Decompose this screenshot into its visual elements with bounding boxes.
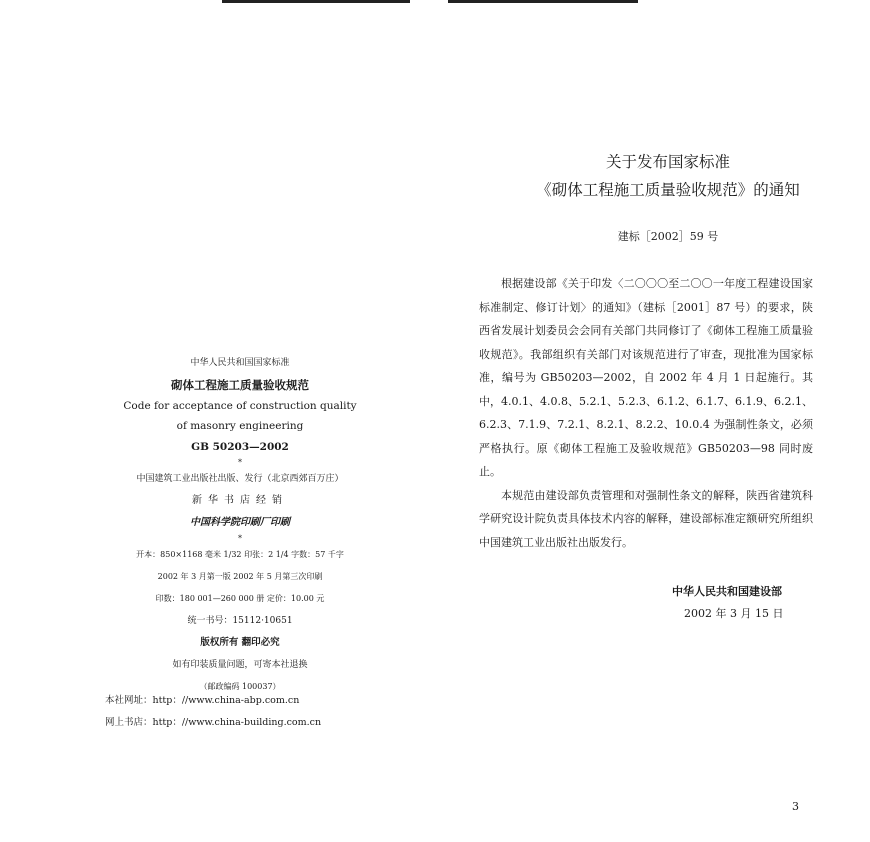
- colophon-title-cn: 砌体工程施工质量验收规范: [171, 378, 309, 392]
- notice-paragraph-1: 根据建设部《关于印发〈二〇〇〇至二〇〇一年度工程建设国家标准制定、修订计划〉的通知》（建标［2001］87 号）的要求，陕西省发展计划委员会会同有关部门共同修订了《砌体工程施工质量验收规范》。我部组织有关部门对该规范进行了审查，现批准为国家标准，编号为 GB50203—2002，自 2002 年 4 月 1 日起施行。其中，4.0.1、4.0.8、5.2.1、5.2.3、6.1.2、6.1.7、6.1.9、6.2.1、6.2.3、7.1.9、7.2.1、8.2.1、8.2.2、10.0.4 为强制性条文，必须严格执行。原《砌体工程施工及验收规范》GB50203—98 同时废止。: [479, 277, 813, 478]
- colophon-bookstore: 网上书店：http：//www.china-building.com.cn: [105, 717, 322, 728]
- colophon-print-run: 印数：180 001—260 000 册 定价：10.00 元: [155, 594, 325, 603]
- colophon-book-number: 统一书号：15112·10651: [187, 616, 293, 626]
- colophon-standard-number: GB 50203—2002: [191, 441, 289, 453]
- colophon-distributor: 新华书店经销: [192, 495, 288, 506]
- colophon-urls: [105, 690, 321, 734]
- notice-signature: 中华人民共和国建设部: [672, 585, 782, 598]
- colophon-title-en-1: Code for acceptance of construction quality: [123, 400, 357, 412]
- colophon-edition: 2002 年 3 月第一版 2002 年 5 月第三次印刷: [157, 572, 323, 581]
- colophon-title-en-2: of masonry engineering: [176, 420, 304, 432]
- colophon-returns: 如有印装质量问题，可寄本社退换: [172, 660, 308, 670]
- colophon-press: 中国建筑工业出版社出版、发行（北京西郊百万庄）: [136, 474, 344, 484]
- notice-body: [479, 272, 813, 554]
- colophon-rights: 版权所有 翻印必究: [200, 637, 280, 648]
- notice-paragraph-2: 本规范由建设部负责管理和对强制性条文的解释，陕西省建筑科学研究设计院负责具体技术内容的解释，建设部标准定额研究所组织中国建筑工业出版社出版发行。: [479, 488, 813, 549]
- notice-title-line-1: 关于发布国家标准: [605, 153, 730, 171]
- page-number: 3: [792, 800, 799, 813]
- colophon-website: 本社网址：http：//www.china-abp.com.cn: [105, 695, 300, 706]
- colophon-postcode: （邮政编码 100037）: [199, 682, 281, 691]
- colophon-separator-star: *: [238, 458, 242, 467]
- notice-title-line-2: 《砌体工程施工质量验收规范》的通知: [536, 181, 800, 199]
- colophon-specs: 开本：850×1168 毫米 1/32 印张：2 1/4 字数：57 千字: [136, 550, 344, 559]
- colophon: [90, 352, 390, 698]
- colophon-publisher-line: 中华人民共和国国家标准: [190, 358, 290, 368]
- colophon-printer: 中国科学院印刷厂印刷: [190, 517, 290, 528]
- notice-date: 2002 年 3 月 15 日: [684, 607, 784, 620]
- notice-document-number: 建标［2002］59 号: [617, 230, 719, 243]
- colophon-separator-star-2: *: [238, 534, 242, 543]
- scan-top-edge: [222, 0, 638, 3]
